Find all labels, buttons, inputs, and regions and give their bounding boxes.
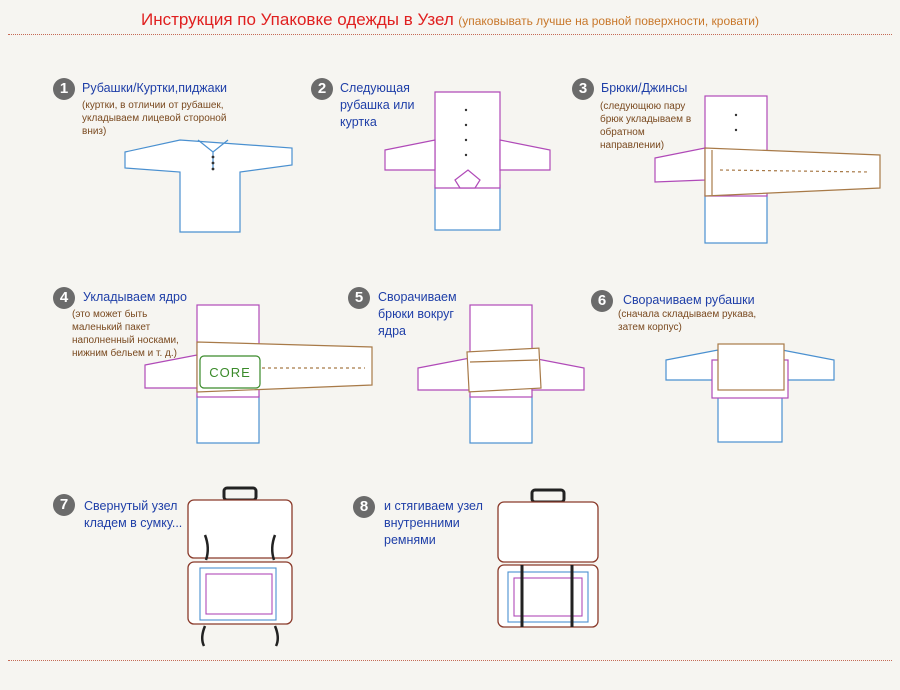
step-8-number: 8 bbox=[353, 496, 375, 518]
core-label: CORE bbox=[209, 365, 251, 380]
step-7-heading: Свернутый узел кладем в сумку... bbox=[84, 499, 183, 530]
step-6-note: (сначала складываем рукава, затем корпус) bbox=[618, 309, 757, 333]
step-1-heading: Рубашки/Куртки,пиджаки bbox=[82, 81, 228, 95]
step-3-note: (следующюю пару брюк укладываем в обратном направлении) bbox=[600, 101, 692, 151]
step-1-note: (куртки, в отличии от рубашек, укладываем лицевой стороной вниз) bbox=[82, 100, 227, 137]
step-8-heading: и стягиваем узел внутренними ремнями bbox=[384, 499, 483, 547]
step-7-number: 7 bbox=[53, 494, 75, 516]
step-2-heading: Следующая рубашка или куртка bbox=[340, 81, 415, 129]
title-main: Инструкция по Упаковке одежды в Узел bbox=[141, 10, 454, 29]
step-3-number: 3 bbox=[572, 78, 594, 100]
step-4-number: 4 bbox=[53, 287, 75, 309]
step-4-heading: Укладываем ядро bbox=[83, 290, 187, 304]
step-5-heading: Сворачиваем брюки вокруг ядра bbox=[378, 290, 457, 338]
step-4-note: (это может быть маленький пакет наполненный носками, нижним бельем и т. д.) bbox=[72, 309, 179, 359]
step-2-number: 2 bbox=[311, 78, 333, 100]
bag-handle-icon bbox=[532, 490, 564, 502]
step-1-number: 1 bbox=[53, 78, 75, 100]
step-6-number: 6 bbox=[591, 290, 613, 312]
step-3-heading: Брюки/Джинсы bbox=[601, 81, 688, 95]
step-5-number: 5 bbox=[348, 287, 370, 309]
step-6-heading: Сворачиваем рубашки bbox=[623, 293, 755, 307]
title-subtitle: (упаковывать лучше на ровной поверхности, кровати) bbox=[458, 14, 759, 28]
